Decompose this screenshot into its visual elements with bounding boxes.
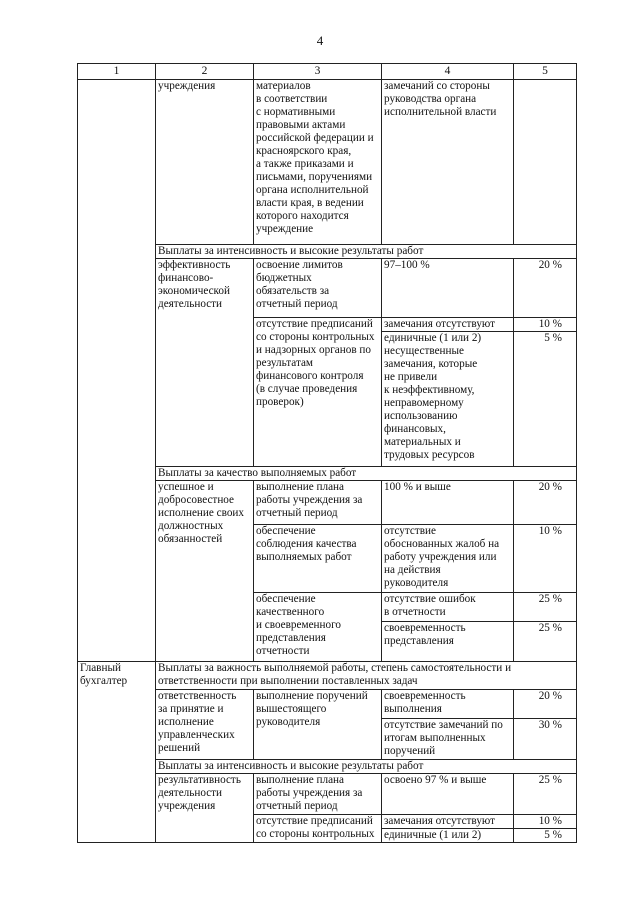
indicator-cell: материалов в соответствии с нормативными правовыми актами российской федерации и красноярского края, а также приказами и письмами, поручениями органа исполнительной власти края, в ведении которого находится учреждение [254,80,382,245]
section-row [78,662,577,690]
header-row [78,64,577,80]
amount-cell: 20 % [514,690,577,719]
amount-cell: 5 % [514,332,577,467]
position-cell: Главный бухгалтер [78,662,156,843]
condition-cell: замечания отсутствуют [382,815,514,829]
amount-cell: 30 % [514,719,577,760]
condition-cell: своевременность представления [382,622,514,662]
header-cell-1: 1 [78,64,156,80]
indicator-cell: выполнение плана работы учреждения за отчетный период [254,774,382,815]
section-title: Выплаты за важность выполняемой работы, степень самостоятельности и ответственности при выполнении поставленных задач [156,662,577,690]
criterion-cell: успешное и добросовестное исполнение своих должностных обязанностей [156,481,254,662]
header-cell-2: 2 [156,64,254,80]
amount-cell: 20 % [514,259,577,318]
header-cell-5: 5 [514,64,577,80]
condition-cell: отсутствие ошибок в отчетности [382,593,514,622]
amount-cell: 20 % [514,481,577,525]
condition-cell: 100 % и выше [382,481,514,525]
condition-cell: 97–100 % [382,259,514,318]
amount-cell: 25 % [514,622,577,662]
condition-cell: замечания отсутствуют [382,318,514,332]
indicator-cell: выполнение плана работы учреждения за отчетный период [254,481,382,525]
criteria-table [77,63,577,843]
amount-cell: 5 % [514,829,577,843]
criterion-cell: ответственность за принятие и исполнение управленческих решений [156,690,254,760]
indicator-cell: выполнение поручений вышестоящего руководителя [254,690,382,760]
page-number: 4 [316,33,324,48]
section-title: Выплаты за качество выполняемых работ [156,467,577,481]
amount-cell [514,80,577,245]
criterion-cell: учреждения [156,80,254,245]
condition-cell: отсутствие замечаний по итогам выполненных поручений [382,719,514,760]
amount-cell: 10 % [514,318,577,332]
criterion-cell: результативность деятельности учреждения [156,774,254,843]
condition-cell: своевременность выполнения [382,690,514,719]
section-title: Выплаты за интенсивность и высокие результаты работ [156,245,577,259]
indicator-cell: отсутствие предписаний со стороны контрольных и надзорных органов по результатам финансового контроля (в случае проведения проверок) [254,318,382,467]
indicator-cell: обеспечение соблюдения качества выполняемых работ [254,525,382,593]
indicator-cell: освоение лимитов бюджетных обязательств за отчетный период [254,259,382,318]
amount-cell: 25 % [514,774,577,815]
header-cell-3: 3 [254,64,382,80]
criterion-cell: эффективность финансово- экономической деятельности [156,259,254,467]
indicator-cell: отсутствие предписаний со стороны контрольных [254,815,382,843]
header-cell-4: 4 [382,64,514,80]
condition-cell: замечаний со стороны руководства органа исполнительной власти [382,80,514,245]
position-cell-empty [78,80,156,662]
amount-cell: 10 % [514,815,577,829]
section-title: Выплаты за интенсивность и высокие результаты работ [156,760,577,774]
condition-cell: единичные (1 или 2) несущественные замечания, которые не привели к неэффективному, неправомерному использованию финансовых, материальных и трудовых ресурсов [382,332,514,467]
condition-cell: отсутствие обоснованных жалоб на работу учреждения или на действия руководителя [382,525,514,593]
condition-cell: единичные (1 или 2) [382,829,514,843]
amount-cell: 25 % [514,593,577,622]
amount-cell: 10 % [514,525,577,593]
indicator-cell: обеспечение качественного и своевременного представления отчетности [254,593,382,662]
table-row [78,80,577,245]
condition-cell: освоено 97 % и выше [382,774,514,815]
